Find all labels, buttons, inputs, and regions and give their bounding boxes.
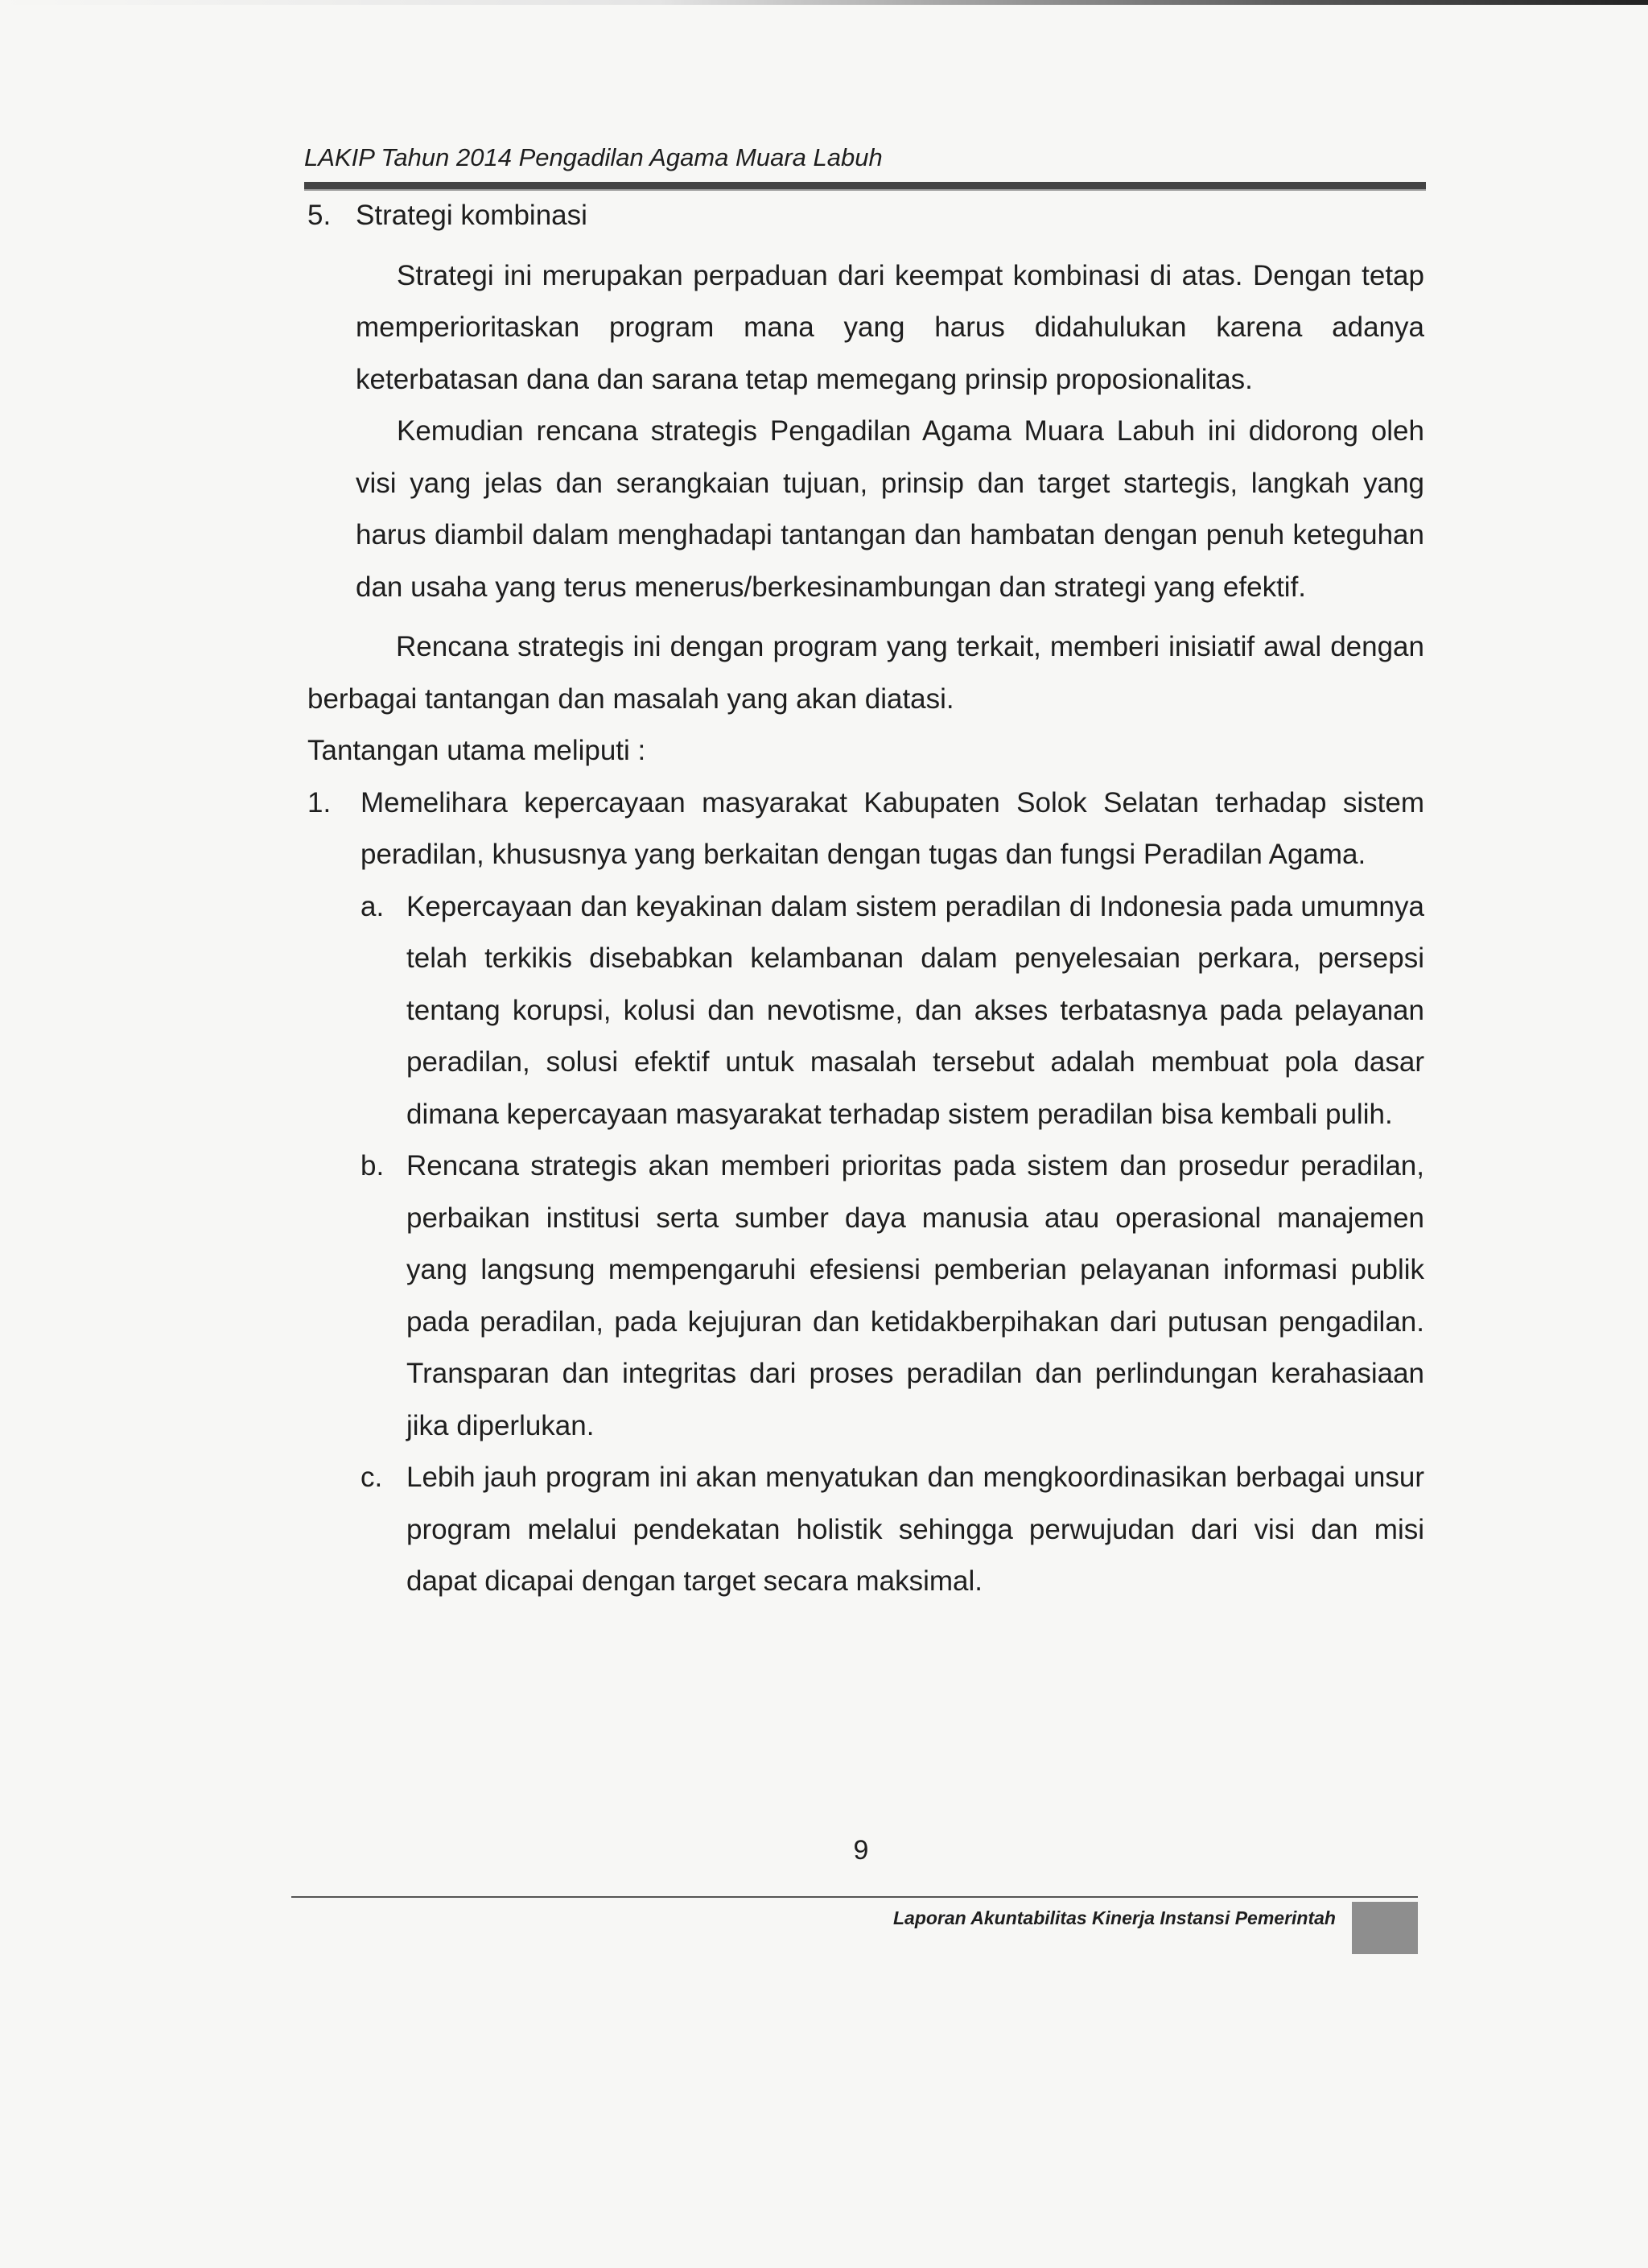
section-heading [307, 190, 1424, 242]
section-title: Strategi kombinasi [356, 200, 587, 231]
footer-text: Laporan Akuntabilitas Kinerja Instansi Pemerintah [892, 1907, 1336, 1928]
sub-list-marker: b. [360, 1150, 385, 1181]
challenges-heading: Tantangan utama meliputi : [307, 735, 646, 766]
paragraph-strategy-combination: Strategi ini merupakan perpaduan dari keempat kombinasi di atas. Dengan tetap memperioritaskan program mana yang harus didahulukan karena adanya keterbatasan dana dan sarana tetap memegang prinsip proposionalitas. [356, 259, 1424, 395]
sub-list-item [360, 1140, 1424, 1452]
sub-list-item [360, 881, 1424, 1141]
sub-list-item-text: Lebih jauh program ini akan menyatukan dan mengkoordinasikan berbagai unsur program melalui pendekatan holistik sehingga perwujudan dari visi dan misi dapat dicapai dengan target secara maksimal. [406, 1462, 1424, 1597]
sub-list-item [360, 1452, 1424, 1608]
page-body [307, 190, 1424, 1608]
sub-list-item-text: Rencana strategis akan memberi prioritas pada sistem dan prosedur peradilan, perbaikan institusi serta sumber daya manusia atau operasional manajemen yang langsung mempengaruhi efesiensi pemberian pelayanan informasi publik pada peradilan, pada kejujuran dan ketidakberpihakan dari putusan pengadilan. Transparan dan integritas dari proses peradilan dan perlindungan kerahasiaan jika diperlukan. [406, 1150, 1424, 1441]
footer-rule [291, 1896, 1418, 1898]
list-marker: 1. [307, 786, 332, 819]
sub-list-marker: c. [360, 1462, 383, 1493]
sub-list-marker: a. [360, 890, 385, 922]
paragraph-initiative: Rencana strategis ini dengan program yang terkait, memberi inisiatif awal dengan berbagai tantangan dan masalah yang akan diatasi. [307, 631, 1424, 715]
footer-block [1352, 1902, 1418, 1954]
scan-top-edge [0, 0, 1648, 5]
list-item [307, 777, 1424, 881]
running-header: LAKIP Tahun 2014 Pengadilan Agama Muara Labuh [304, 143, 883, 171]
paragraph-strategic-plan: Kemudian rencana strategis Pengadilan Agama Muara Labuh ini didorong oleh visi yang jelas dan serangkaian tujuan, prinsip dan target startegis, langkah yang harus diambil dalam menghadapi tantangan dan hambatan dengan penuh keteguhan dan usaha yang terus menerus/berkesinambungan dan strategi yang efektif. [356, 415, 1424, 603]
list-item-text: Memelihara kepercayaan masyarakat Kabupaten Solok Selatan terhadap sistem peradilan, khususnya yang berkaitan dengan tugas dan fungsi Peradilan Agama. [360, 786, 1424, 870]
section-number: 5. [307, 200, 332, 231]
page-number: 9 [853, 1835, 869, 1866]
sub-list-item-text: Kepercayaan dan keyakinan dalam sistem peradilan di Indonesia pada umumnya telah terkikis disebabkan kelambanan dalam penyelesaian perkara, persepsi tentang korupsi, kolusi dan nevotisme, dan akses terbatasnya pada pelayanan peradilan, solusi efektif untuk masalah tersebut adalah membuat pola dasar dimana kepercayaan masyarakat terhadap sistem peradilan bisa kembali pulih. [406, 890, 1424, 1130]
